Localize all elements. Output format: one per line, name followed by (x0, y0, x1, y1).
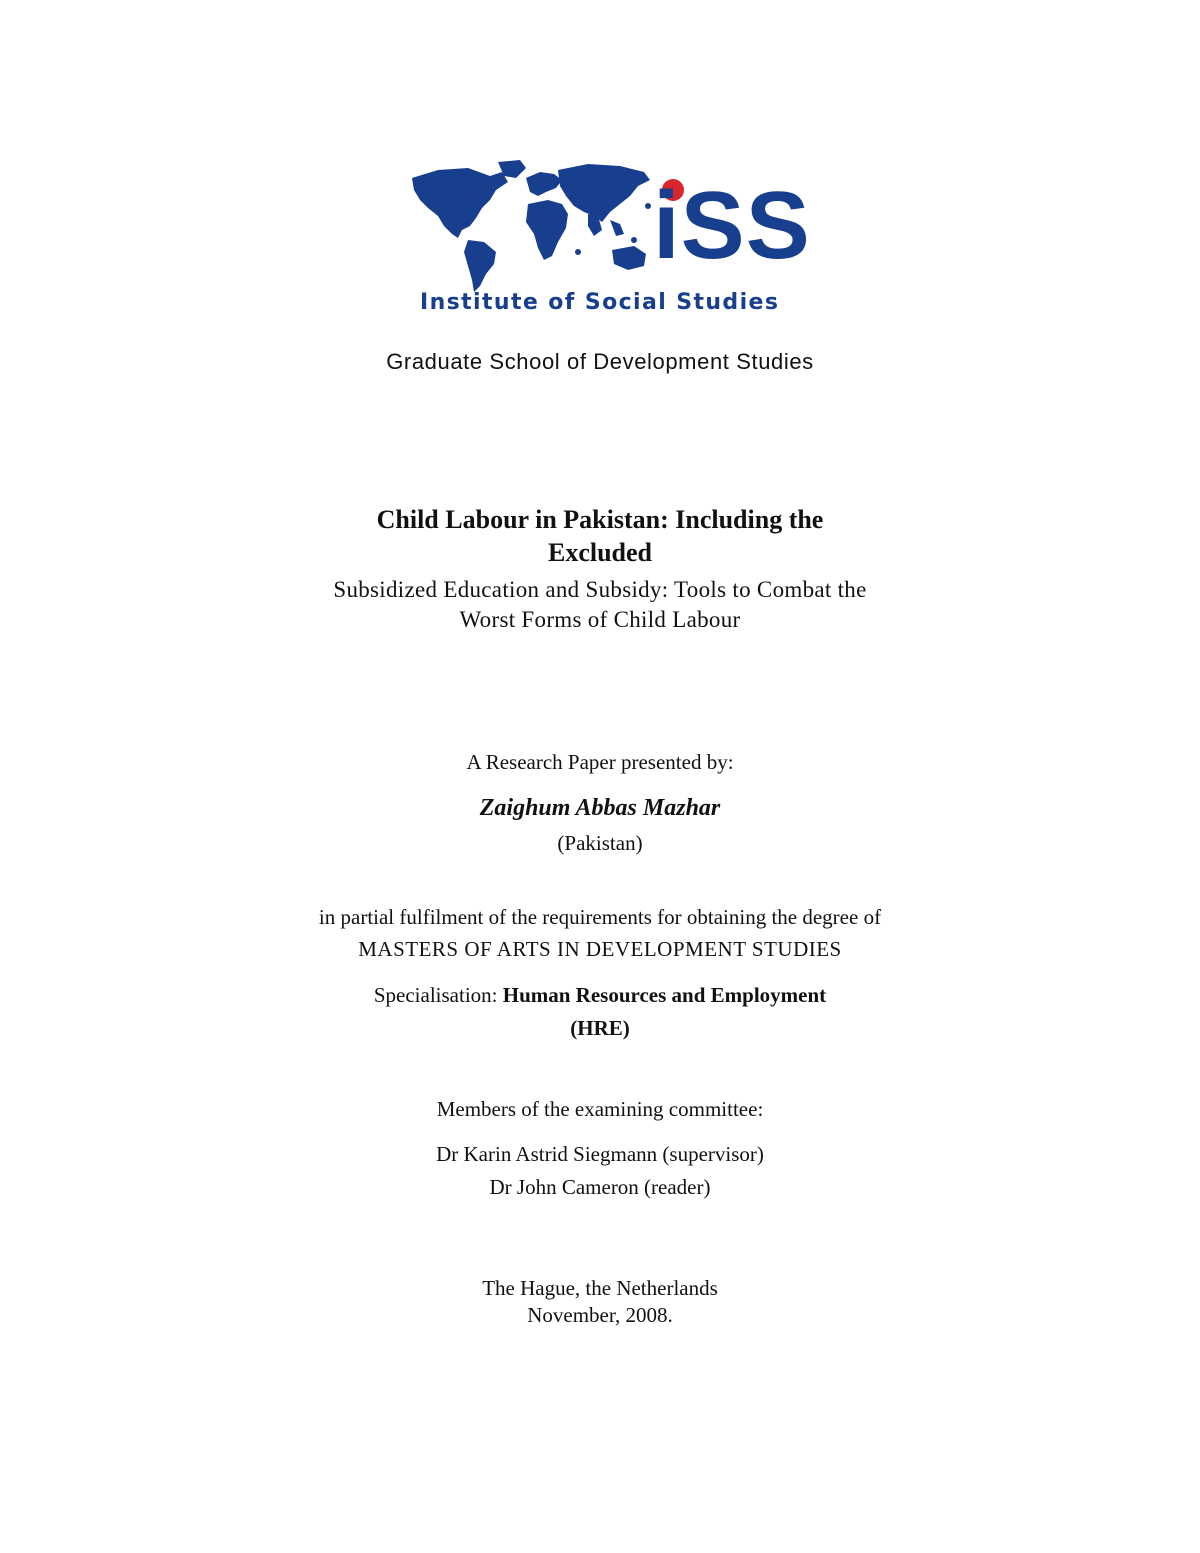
specialisation-abbreviation: (HRE) (570, 1016, 630, 1040)
author-name: Zaighum Abbas Mazhar (479, 795, 721, 821)
logo-institution-name: Institute of Social Studies (420, 290, 780, 315)
committee-heading: Members of the examining committee: (436, 1097, 764, 1121)
degree-intro: in partial fulfilment of the requirements for obtaining the degree of (318, 905, 882, 929)
specialisation-value: Human Resources and Employment (502, 983, 827, 1007)
logo-acronym: iSS (653, 172, 811, 279)
committee-member: Dr John Cameron (reader) (489, 1175, 711, 1199)
degree-name: MASTERS OF ARTS IN DEVELOPMENT STUDIES (358, 937, 842, 961)
committee-member: Dr Karin Astrid Siegmann (supervisor) (436, 1142, 764, 1166)
paper-title-line-1: Child Labour in Pakistan: Including the (376, 505, 824, 534)
paper-subtitle-line-2: Worst Forms of Child Labour (459, 607, 741, 632)
paper-subtitle-line-1: Subsidized Education and Subsidy: Tools to Combat the (333, 577, 867, 602)
author-country: (Pakistan) (557, 831, 643, 855)
world-map-icon (398, 156, 658, 296)
paper-title-line-2: Excluded (547, 538, 653, 567)
place: The Hague, the Netherlands (482, 1276, 718, 1300)
specialisation (0, 983, 1200, 1008)
specialisation-label: Specialisation: (373, 983, 503, 1007)
iss-logo (388, 150, 811, 330)
date: November, 2008. (527, 1303, 673, 1327)
school-name: Graduate School of Development Studies (386, 349, 814, 374)
presented-by: A Research Paper presented by: (466, 750, 734, 774)
